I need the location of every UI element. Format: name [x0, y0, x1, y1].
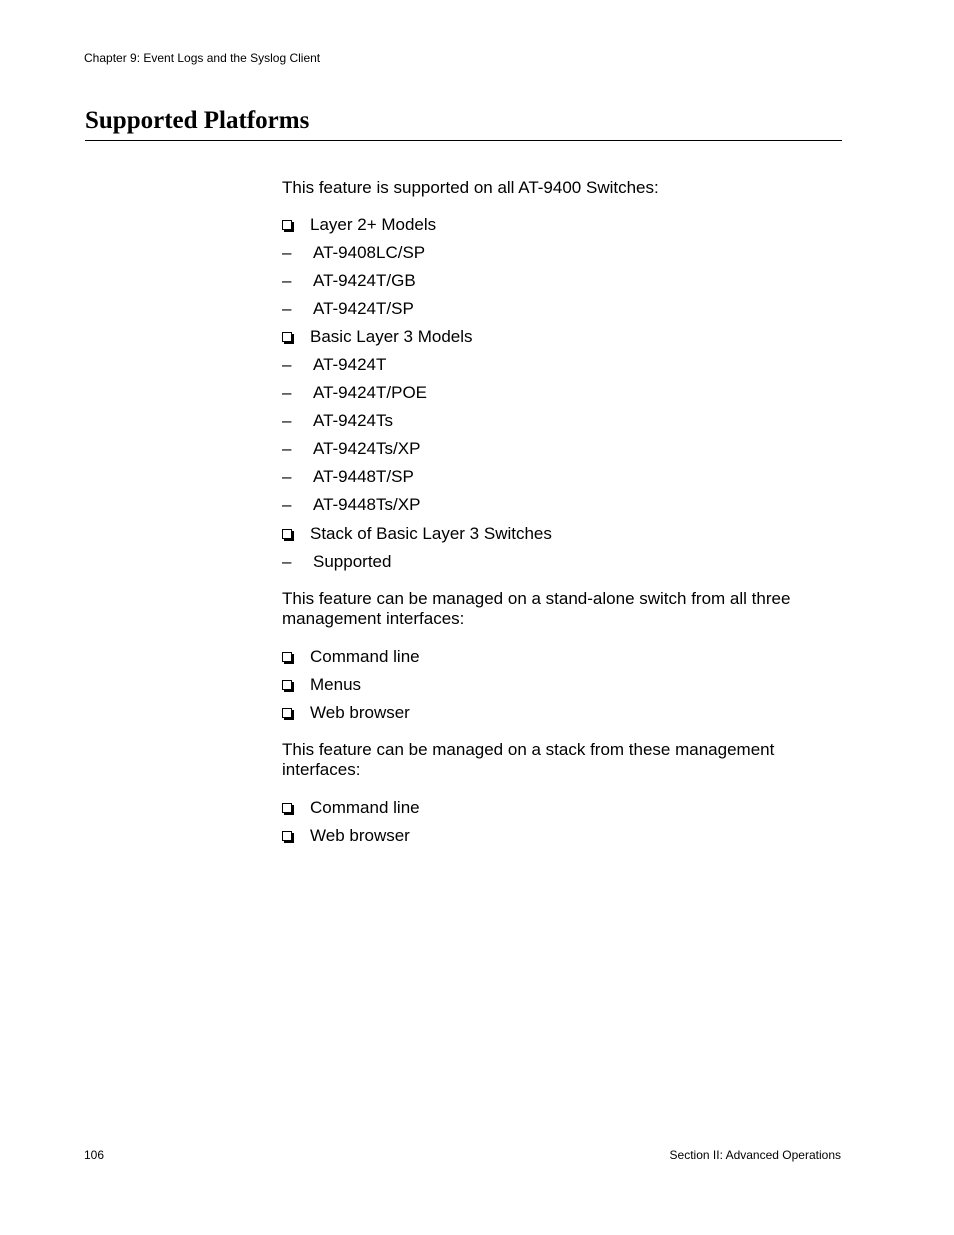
- square-bullet-icon: [282, 220, 292, 230]
- title-rule: [85, 140, 842, 141]
- section-title: Supported Platforms: [85, 107, 310, 134]
- list-item: [282, 215, 842, 243]
- square-bullet-icon: [282, 803, 292, 813]
- dash-icon: –: [282, 552, 292, 571]
- standalone-interface-list: [282, 647, 842, 731]
- dash-icon: –: [282, 299, 292, 318]
- sub-list-item: [254, 495, 842, 524]
- dash-icon: –: [282, 467, 292, 486]
- model-name: Supported: [313, 552, 392, 571]
- list-item: [282, 826, 842, 854]
- square-bullet-icon: [282, 708, 292, 718]
- interface-name: Command line: [310, 798, 420, 817]
- stack-interface-list: [282, 798, 842, 854]
- list-item: [282, 675, 842, 703]
- model-name: AT-9424T: [313, 355, 387, 374]
- list-item: [282, 327, 842, 355]
- dash-icon: –: [282, 243, 292, 262]
- dash-icon: –: [282, 355, 292, 374]
- model-name: AT-9424T/GB: [313, 271, 416, 290]
- interface-name: Web browser: [310, 703, 410, 722]
- list-item: [282, 647, 842, 675]
- interface-name: Menus: [310, 675, 362, 694]
- sub-list-item: [254, 552, 842, 580]
- dash-icon: –: [282, 439, 292, 458]
- sub-list-item: [254, 299, 842, 327]
- dash-icon: –: [282, 411, 292, 430]
- standalone-paragraph: This feature can be managed on a stand-alone switch from all three management interfaces:: [282, 589, 791, 628]
- sub-list-item: [254, 243, 842, 271]
- page-number: 106: [84, 1148, 105, 1162]
- model-name: AT-9424T/SP: [313, 299, 414, 318]
- interface-name: Web browser: [310, 826, 410, 845]
- square-bullet-icon: [282, 332, 292, 342]
- platform-label: Basic Layer 3 Models: [310, 327, 473, 346]
- sub-list-item: [254, 355, 842, 383]
- interface-name: Command line: [310, 647, 420, 666]
- list-item: [282, 524, 842, 552]
- platform-label: Layer 2+ Models: [310, 215, 437, 234]
- square-bullet-icon: [282, 652, 292, 662]
- model-name: AT-9448Ts/XP: [313, 495, 421, 514]
- square-bullet-icon: [282, 529, 292, 539]
- list-item: [282, 798, 842, 826]
- body-content: [282, 178, 842, 854]
- dash-icon: –: [282, 495, 292, 514]
- sub-list-item: [254, 467, 842, 495]
- model-name: AT-9424Ts/XP: [313, 439, 421, 458]
- sub-list-item: [254, 383, 842, 411]
- model-name: AT-9424Ts: [313, 411, 394, 430]
- stack-paragraph: This feature can be managed on a stack from these management interfaces:: [282, 740, 775, 779]
- dash-icon: –: [282, 383, 292, 402]
- running-header: Chapter 9: Event Logs and the Syslog Client: [84, 51, 321, 65]
- dash-icon: –: [282, 271, 292, 290]
- sub-list-item: [254, 411, 842, 439]
- model-name: AT-9424T/POE: [313, 383, 428, 402]
- platform-label: Stack of Basic Layer 3 Switches: [310, 524, 552, 543]
- sub-list-item: [254, 439, 842, 467]
- square-bullet-icon: [282, 831, 292, 841]
- sub-list-item: [254, 271, 842, 299]
- model-name: AT-9448T/SP: [313, 467, 414, 486]
- intro-paragraph: This feature is supported on all AT-9400 Switches:: [282, 178, 659, 197]
- footer-section-name: Section II: Advanced Operations: [669, 1148, 841, 1162]
- platform-list: [282, 215, 842, 580]
- square-bullet-icon: [282, 680, 292, 690]
- list-item: [282, 703, 842, 731]
- model-name: AT-9408LC/SP: [313, 243, 426, 262]
